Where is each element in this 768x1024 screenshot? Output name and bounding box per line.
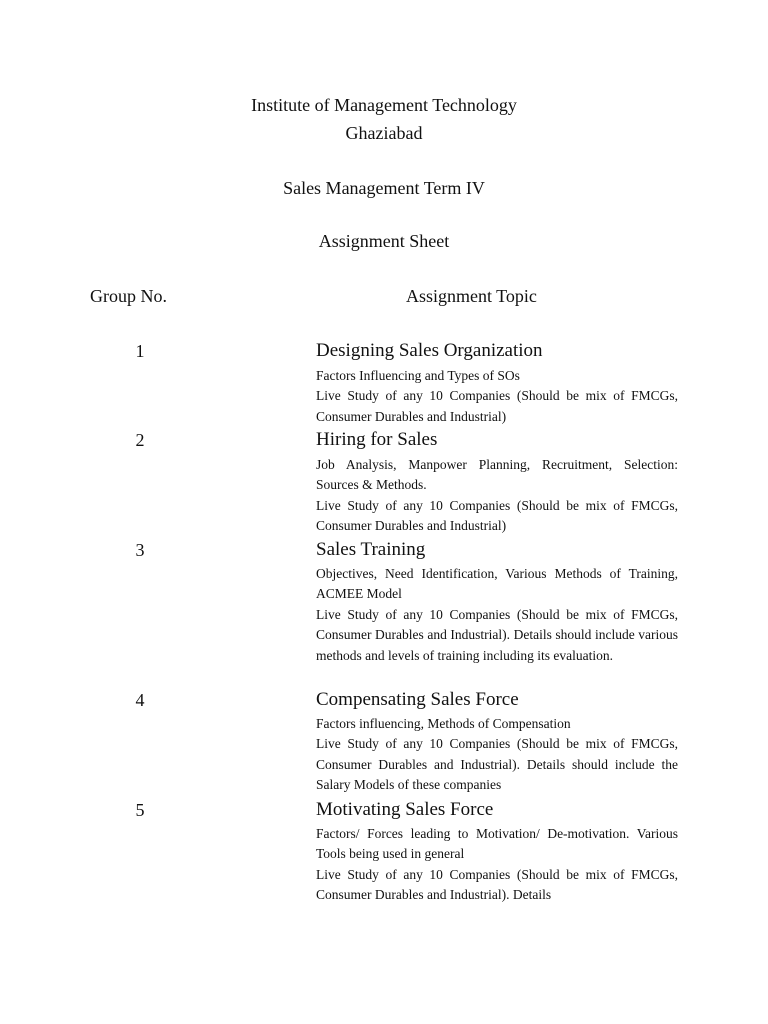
group-topic-title: Hiring for Sales: [316, 429, 438, 450]
institute-name: Institute of Management Technology: [251, 95, 517, 115]
course-title: Sales Management Term IV: [283, 178, 485, 198]
group-topic-details: [316, 824, 678, 908]
group-topic-details: [316, 455, 678, 537]
topic-detail: Job Analysis, Manpower Planning, Recruitment, Selection: Sources & Methods.: [316, 457, 678, 493]
topic-detail: Live Study of any 10 Companies (Should be mix of FMCGs, Consumer Durables and Industrial): [316, 497, 678, 534]
topic-detail: Factors Influencing and Types of SOs: [316, 368, 520, 383]
topic-detail: Factors/ Forces leading to Motivation/ De-motivation. Various Tools being used in general: [316, 826, 678, 862]
group-topic-title: Compensating Sales Force: [316, 689, 519, 710]
group-number: 5: [135, 800, 145, 820]
group-number: 2: [135, 430, 145, 450]
topic-detail: Live Study of any 10 Companies (Should be mix of FMCGs, Consumer Durables and Industrial). Details should include various methods and levels of training including its evaluation.: [316, 606, 678, 663]
group-topic-details: [316, 366, 678, 427]
group-number: 3: [135, 540, 145, 560]
group-topic-title: Motivating Sales Force: [316, 799, 494, 820]
topic-detail: Live Study of any 10 Companies (Should be mix of FMCGs, Consumer Durables and Industrial). Details should include the Salary Models of these companies: [316, 736, 678, 793]
group-column-header: Group No.: [90, 286, 167, 306]
topic-detail: Objectives, Need Identification, Various Methods of Training, ACMEE Model: [316, 566, 678, 602]
group-topic-details: [316, 564, 678, 666]
group-number: 1: [135, 341, 145, 361]
topic-column-header: Assignment Topic: [406, 286, 537, 306]
group-topic-title: Sales Training: [316, 539, 426, 560]
topic-detail: Live Study of any 10 Companies (Should be mix of FMCGs, Consumer Durables and Industrial). Details: [316, 866, 678, 903]
group-topic-details: [316, 714, 678, 796]
sheet-title: Assignment Sheet: [318, 231, 450, 251]
institute-city: Ghaziabad: [345, 123, 423, 143]
topic-detail: Factors influencing, Methods of Compensation: [316, 716, 571, 731]
group-topic-title: Designing Sales Organization: [316, 340, 543, 361]
group-number: 4: [135, 690, 145, 710]
topic-detail: Live Study of any 10 Companies (Should be mix of FMCGs, Consumer Durables and Industrial): [316, 388, 678, 424]
